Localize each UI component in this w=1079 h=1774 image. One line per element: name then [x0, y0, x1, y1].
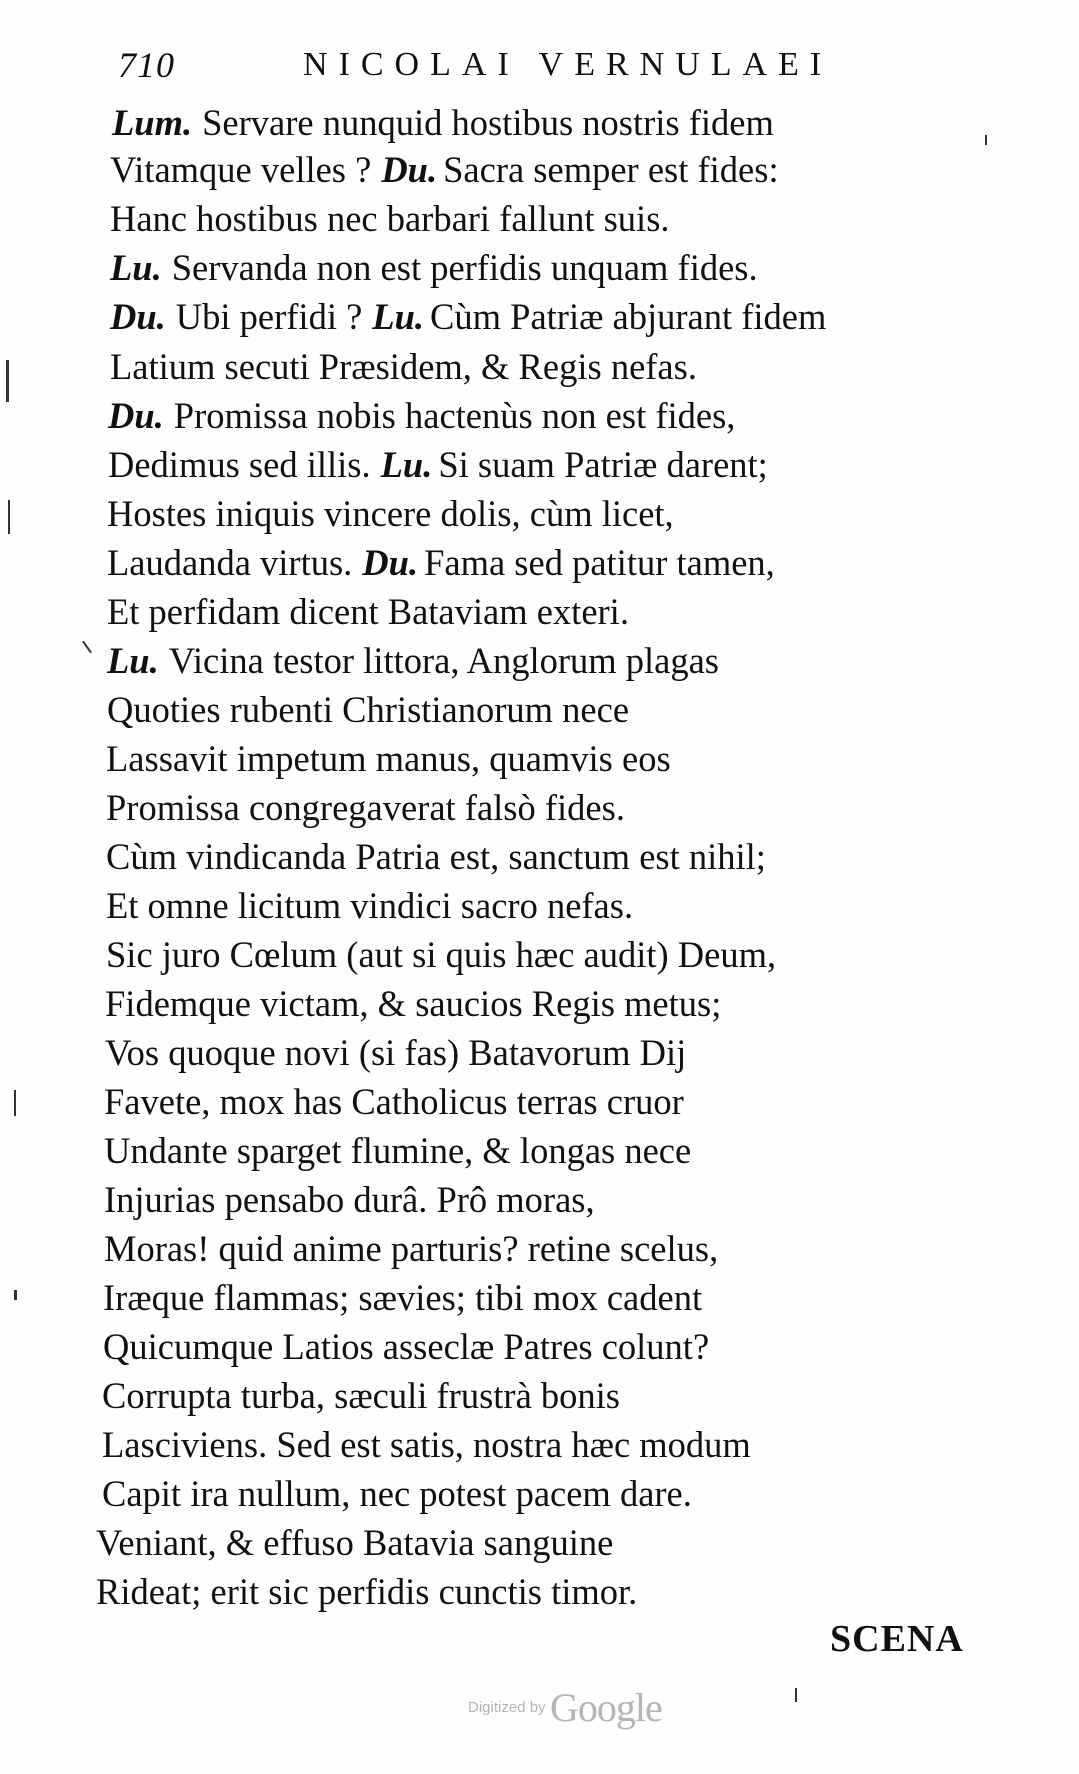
verse-text: Et perfidam dicent Bataviam exteri.	[107, 591, 629, 632]
verse-line	[107, 491, 674, 537]
verse-line	[110, 147, 779, 193]
verse-line	[104, 1177, 595, 1223]
verse-text: Iræque flammas; sævies; tibi mox cadent	[103, 1277, 703, 1318]
verse-text-continued: Fama sed patitur tamen,	[424, 542, 775, 583]
verse-text: Moras! quid anime parturis? retine scelus,	[104, 1228, 719, 1269]
verse-line	[104, 1226, 718, 1272]
verse-text: Veniant, & effuso Batavia sanguine	[96, 1522, 614, 1563]
verse-line	[105, 1030, 686, 1076]
verse-line	[108, 393, 735, 439]
scan-artifact-mark	[8, 500, 10, 534]
google-logo: Google	[550, 1685, 662, 1730]
verse-text: Cùm vindicanda Patria est, sanctum est nihil;	[106, 836, 766, 877]
verse-line	[107, 540, 775, 586]
speaker-label: Du.	[110, 296, 166, 337]
scan-artifact-mark	[985, 135, 987, 145]
scan-artifact-mark	[14, 1090, 16, 1116]
watermark-prefix: Digitized by	[468, 1699, 546, 1716]
catchword: SCENA	[830, 1618, 964, 1660]
verse-text: Lasciviens. Sed est satis, nostra hæc modum	[102, 1424, 751, 1465]
verse-text-continued: Cùm Patriæ abjurant fidem	[430, 296, 827, 337]
scan-artifact-mark	[82, 641, 92, 654]
verse-text: Fidemque victam, & saucios Regis metus;	[105, 983, 722, 1024]
verse-text: Promissa nobis hactenùs non est fides,	[173, 395, 736, 436]
verse-line	[110, 245, 758, 291]
verse-text: Corrupta turba, sæculi frustrà bonis	[102, 1375, 621, 1416]
verse-line	[102, 1373, 620, 1419]
verse-text: Capit ira nullum, nec potest pacem dare.	[102, 1473, 692, 1514]
verse-text: Hanc hostibus nec barbari fallunt suis.	[110, 198, 670, 239]
verse-line	[106, 932, 776, 978]
scan-artifact-mark	[6, 360, 9, 402]
verse-line	[96, 1569, 637, 1615]
verse-text: Et omne licitum vindici sacro nefas.	[106, 885, 634, 926]
verse-text: Hostes iniquis vincere dolis, cùm licet,	[107, 493, 674, 534]
verse-line	[106, 883, 633, 929]
verse-text: Vitamque velles ?	[110, 149, 372, 190]
speaker-label: Du.	[381, 149, 438, 190]
verse-line	[110, 344, 697, 390]
verse-text: Quoties rubenti Christianorum nece	[107, 689, 630, 730]
scan-artifact-mark	[795, 1688, 797, 1702]
verse-line	[107, 638, 719, 684]
verse-line	[110, 196, 670, 242]
verse-text: Vos quoque novi (si fas) Batavorum Dij	[105, 1032, 687, 1073]
verse-line	[104, 1128, 691, 1174]
verse-text: Dedimus sed illis.	[108, 444, 371, 485]
verse-text: Lassavit impetum manus, quamvis eos	[106, 738, 671, 779]
verse-line	[103, 1275, 702, 1321]
verse-line	[108, 442, 768, 488]
verse-line	[106, 834, 766, 880]
verse-text: Servanda non est perfidis unquam fides.	[171, 247, 758, 288]
verse-line	[107, 687, 629, 733]
verse-line	[102, 1422, 751, 1468]
verse-line	[104, 1079, 684, 1125]
verse-line	[103, 1324, 709, 1370]
verse-line	[105, 981, 721, 1027]
verse-line	[107, 589, 629, 635]
digitization-watermark	[468, 1684, 662, 1731]
verse-text: Rideat; erit sic perfidis cunctis timor.	[96, 1571, 638, 1612]
verse-line	[106, 736, 671, 782]
verse-text-continued: Si suam Patriæ darent;	[438, 444, 768, 485]
verse-text-continued: Sacra semper est fides:	[443, 149, 779, 190]
page-header	[118, 40, 878, 90]
page-number: 710	[118, 45, 175, 85]
scan-artifact-mark	[14, 1290, 17, 1300]
speaker-label: Du.	[108, 395, 164, 436]
verse-text: Sic juro Cœlum (aut si quis hæc audit) Deum,	[106, 934, 777, 975]
verse-text: Ubi perfidi ?	[175, 296, 363, 337]
verse-line	[112, 100, 774, 146]
verse-line	[106, 785, 625, 831]
speaker-label: Lum.	[112, 102, 193, 143]
verse-line	[110, 294, 826, 340]
verse-line	[102, 1471, 692, 1517]
verse-text: Servare nunquid hostibus nostris fidem	[202, 102, 774, 143]
verse-text: Injurias pensabo durâ. Prô moras,	[104, 1179, 595, 1220]
verse-line	[96, 1520, 613, 1566]
speaker-label: Lu.	[107, 640, 159, 681]
verse-text: Laudanda virtus.	[107, 542, 353, 583]
speaker-label: Du.	[362, 542, 419, 583]
speaker-label: Lu.	[110, 247, 162, 288]
verse-text: Undante sparget flumine, & longas nece	[104, 1130, 692, 1171]
verse-text: Vicina testor littora, Anglorum plagas	[168, 640, 719, 681]
verse-text: Promissa congregaverat falsò fides.	[106, 787, 625, 828]
verse-text: Favete, mox has Catholicus terras cruor	[104, 1081, 684, 1122]
verse-text: Latium secuti Præsidem, & Regis nefas.	[110, 346, 697, 387]
speaker-label: Lu.	[372, 296, 425, 337]
running-title: NICOLAI VERNULAEI	[303, 46, 833, 83]
verse-text: Quicumque Latios asseclæ Patres colunt?	[103, 1326, 710, 1367]
speaker-label: Lu.	[380, 444, 433, 485]
